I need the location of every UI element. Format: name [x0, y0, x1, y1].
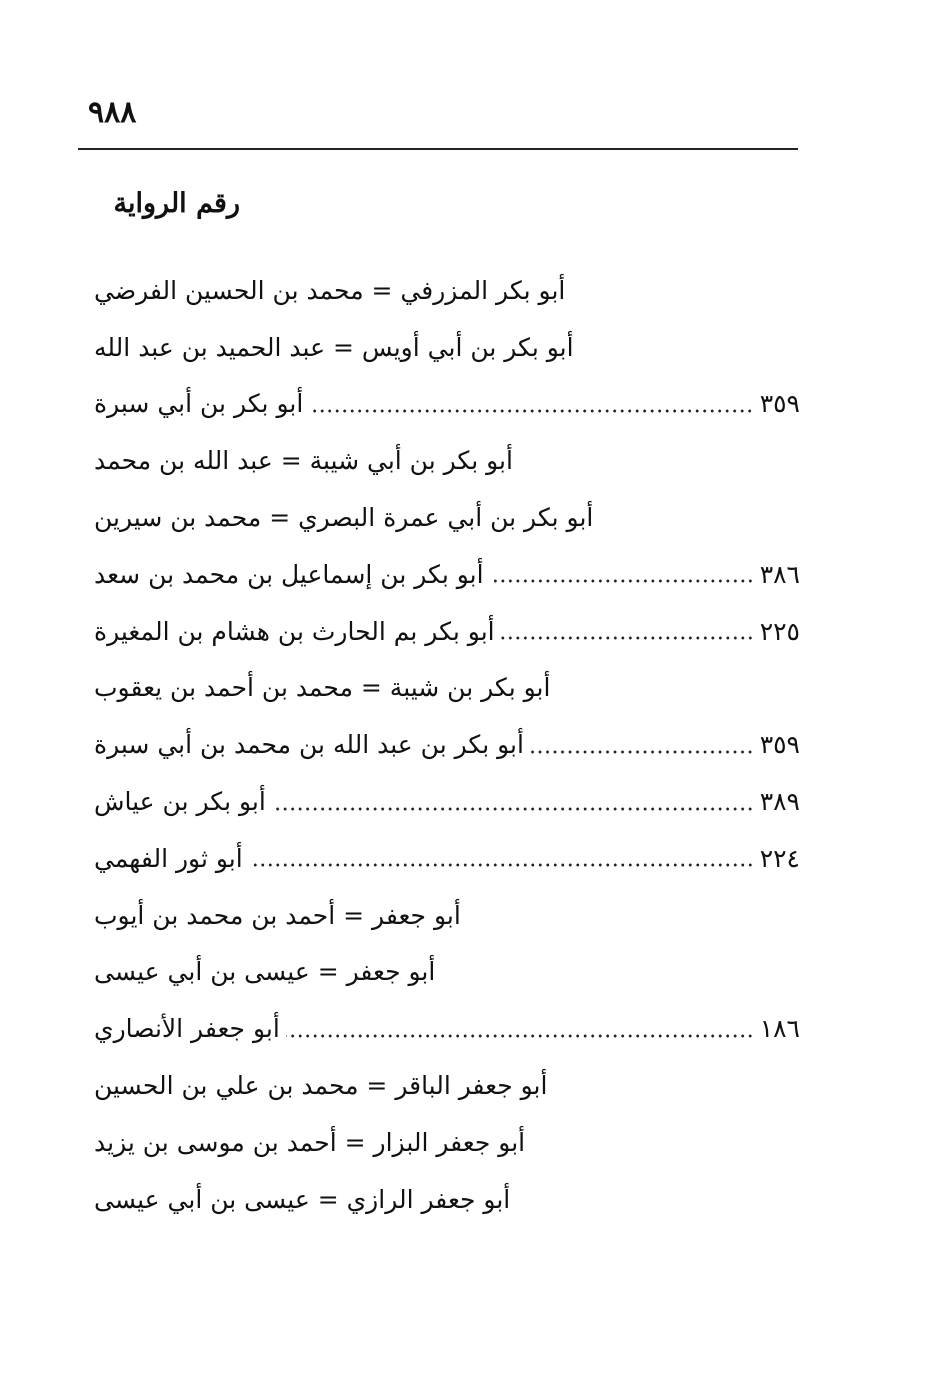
entry-name: أبو جعفر = أحمد بن محمد بن أيوب: [94, 900, 461, 930]
index-entry: [94, 546, 800, 603]
index-entry: [94, 1057, 800, 1114]
dot-leader: [501, 634, 754, 642]
dot-leader: [272, 805, 754, 813]
dot-leader: [286, 1032, 754, 1040]
entry-name: أبو بكر المزرفي = محمد بن الحسين الفرضي: [94, 275, 566, 305]
index-entry: [94, 660, 800, 717]
page-number: ٩٨٨: [88, 95, 137, 130]
entry-reference-number: ٣٨٦: [759, 559, 800, 589]
dot-leader: [490, 577, 754, 585]
entry-reference-number: ٣٥٩: [759, 389, 800, 419]
index-entry: [94, 376, 800, 433]
index-entry: [94, 603, 800, 660]
dot-leader: [530, 748, 754, 756]
entry-name: أبو جعفر الباقر = محمد بن علي بن الحسين: [94, 1071, 548, 1101]
index-entry: [94, 716, 800, 773]
entry-name: أبو بكر بن عياش: [94, 787, 266, 817]
dot-leader: [309, 407, 753, 415]
index-entry: [94, 830, 800, 887]
entry-name: أبو بكر بن أبي سبرة: [94, 389, 304, 419]
entry-name: أبو جعفر الأنصاري: [94, 1014, 280, 1044]
entry-reference-number: ١٨٦: [759, 1014, 800, 1044]
entry-name: أبو جعفر البزار = أحمد بن موسى بن يزيد: [94, 1127, 526, 1157]
index-entry: [94, 319, 800, 376]
index-entry: [94, 489, 800, 546]
entry-reference-number: ٣٨٩: [759, 787, 800, 817]
index-entry: [94, 1000, 800, 1057]
entry-name: أبو جعفر = عيسى بن أبي عيسى: [94, 957, 436, 987]
index-entry: [94, 432, 800, 489]
index-entries-list: [94, 262, 800, 1228]
index-entry: [94, 944, 800, 1001]
entry-name: أبو بكر بن أبي عمرة البصري = محمد بن سيرين: [94, 503, 594, 533]
index-entry: [94, 887, 800, 944]
entry-name: أبو جعفر الرازي = عيسى بن أبي عيسى: [94, 1184, 511, 1214]
index-entry: [94, 1114, 800, 1171]
entry-name: أبو بكر بن أبي شيبة = عبد الله بن محمد: [94, 446, 513, 476]
entry-name: أبو بكر بم الحارث بن هشام بن المغيرة: [94, 616, 495, 646]
entry-name: أبو ثور الفهمي: [94, 843, 243, 873]
index-entry: [94, 773, 800, 830]
dot-leader: [249, 861, 754, 869]
entry-name: أبو بكر بن عبد الله بن محمد بن أبي سبرة: [94, 730, 524, 760]
entry-reference-number: ٢٢٤: [759, 843, 800, 873]
entry-name: أبو بكر بن شيبة = محمد بن أحمد بن يعقوب: [94, 673, 551, 703]
column-title: رقم الرواية: [113, 188, 240, 219]
index-entry: [94, 262, 800, 319]
entry-name: أبو بكر بن أبي أويس = عبد الحميد بن عبد الله: [94, 332, 574, 362]
index-entry: [94, 1171, 800, 1228]
entry-name: أبو بكر بن إسماعيل بن محمد بن سعد: [94, 559, 484, 589]
entry-reference-number: ٢٢٥: [759, 616, 800, 646]
entry-reference-number: ٣٥٩: [759, 730, 800, 760]
header-rule: [78, 148, 798, 150]
